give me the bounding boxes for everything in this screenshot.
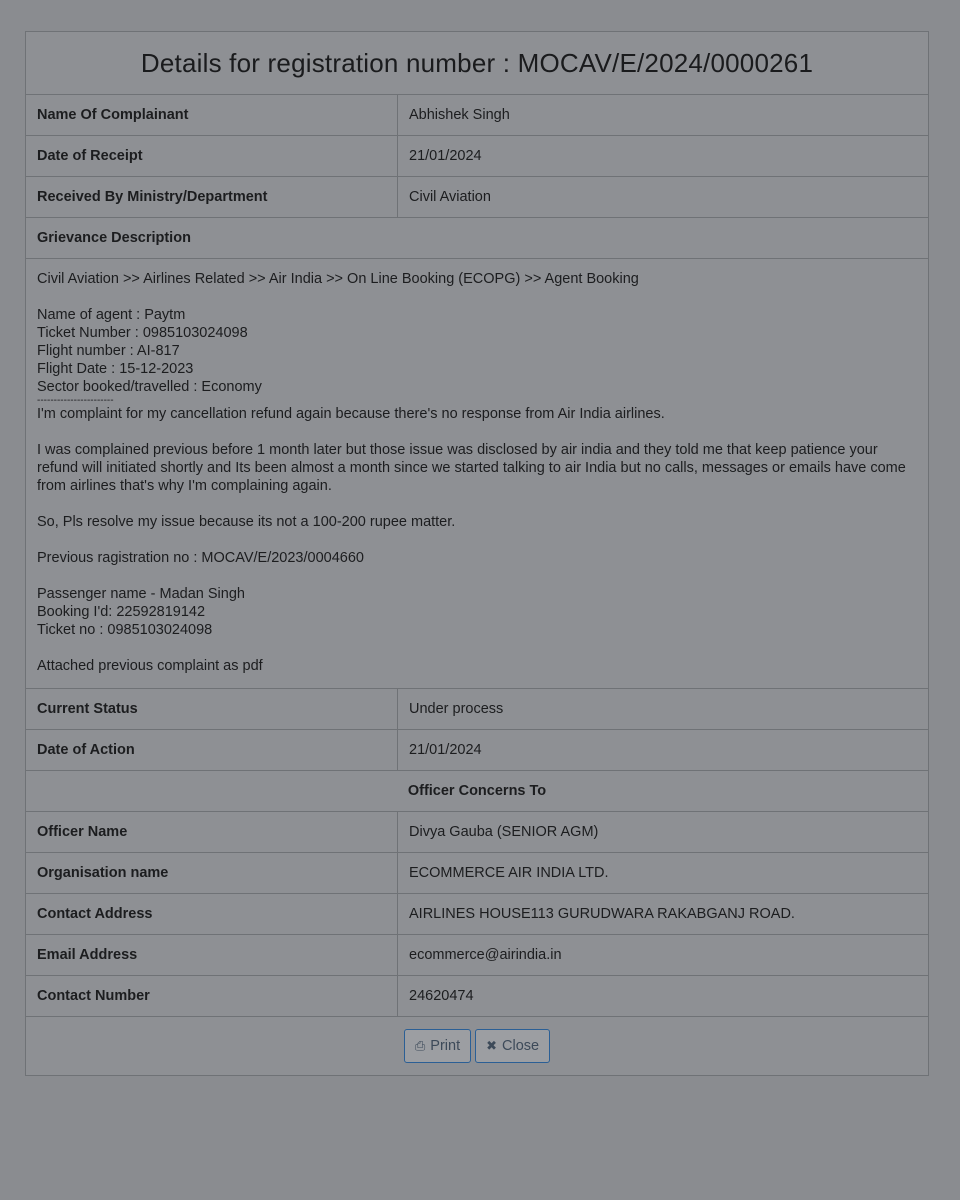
field-value: Divya Gauba (SENIOR AGM) (398, 812, 929, 853)
sector: Sector booked/travelled : Economy (37, 379, 262, 395)
table-row (26, 935, 928, 976)
page-title: Details for registration number : MOCAV/E/2024/0000261 (26, 32, 928, 95)
field-value: Abhishek Singh (398, 95, 929, 136)
action-buttons (26, 1017, 928, 1075)
table-row (26, 730, 928, 771)
agent-name: Name of agent : Paytm (37, 307, 186, 323)
print-button[interactable] (404, 1029, 471, 1063)
field-label: Officer Name (26, 812, 398, 853)
field-value: 21/01/2024 (398, 136, 929, 177)
field-label: Current Status (26, 689, 398, 730)
passenger-name: Passenger name - Madan Singh (37, 586, 245, 602)
table-row (26, 218, 928, 259)
field-label: Organisation name (26, 853, 398, 894)
field-label: Received By Ministry/Department (26, 177, 398, 218)
field-value: 21/01/2024 (398, 730, 929, 771)
separator: ----------------------- (37, 395, 114, 406)
table-row (26, 812, 928, 853)
table-row (26, 177, 928, 218)
grievance-heading: Grievance Description (26, 218, 928, 259)
officer-heading: Officer Concerns To (26, 771, 928, 812)
close-icon: ✖ (486, 1038, 498, 1053)
complaint-para-2: I was complained previous before 1 month later but those issue was disclosed by air india and they told me that keep patience your refund will initiated shortly and Its been almost a month since we started talking to air India but no calls, messages or emails have come from airlines that's why I'm complaining again. (37, 442, 906, 494)
field-label: Contact Number (26, 976, 398, 1017)
field-label: Name Of Complainant (26, 95, 398, 136)
email-value: ecommerce@airindia.in (398, 935, 929, 976)
status-value: Under process (398, 689, 929, 730)
complaint-para-3: So, Pls resolve my issue because its not a 100-200 rupee matter. (37, 514, 456, 530)
table-row (26, 976, 928, 1017)
close-button[interactable] (475, 1029, 550, 1063)
print-label: Print (430, 1038, 461, 1054)
attachment-note: Attached previous complaint as pdf (37, 658, 263, 674)
grievance-details-panel (25, 31, 929, 1076)
field-value: ECOMMERCE AIR INDIA LTD. (398, 853, 929, 894)
print-icon: ⎙ (414, 1038, 426, 1053)
ticket-number: Ticket Number : 0985103024098 (37, 325, 248, 341)
booking-id: Booking I'd: 22592819142 (37, 604, 206, 620)
field-label: Date of Action (26, 730, 398, 771)
close-label: Close (502, 1038, 540, 1054)
field-label: Contact Address (26, 894, 398, 935)
flight-date: Flight Date : 15-12-2023 (37, 361, 194, 377)
field-value: Civil Aviation (398, 177, 929, 218)
table-row (26, 95, 928, 136)
complaint-para-1: I'm complaint for my cancellation refund again because there's no response from Air India airlines. (37, 406, 665, 422)
table-row (26, 136, 928, 177)
flight-number: Flight number : AI-817 (37, 343, 180, 359)
ticket-no: Ticket no : 0985103024098 (37, 622, 213, 638)
details-table (26, 95, 928, 1017)
field-value: 24620474 (398, 976, 929, 1017)
table-row (26, 259, 928, 689)
field-label: Email Address (26, 935, 398, 976)
table-row (26, 771, 928, 812)
field-label: Date of Receipt (26, 136, 398, 177)
field-value: AIRLINES HOUSE113 GURUDWARA RAKABGANJ ROAD. (398, 894, 929, 935)
table-row (26, 894, 928, 935)
table-row (26, 689, 928, 730)
table-row (26, 853, 928, 894)
grievance-description (26, 259, 928, 689)
category-path: Civil Aviation >> Airlines Related >> Air India >> On Line Booking (ECOPG) >> Agent Booking (37, 271, 639, 287)
previous-registration: Previous ragistration no : MOCAV/E/2023/0004660 (37, 550, 364, 566)
